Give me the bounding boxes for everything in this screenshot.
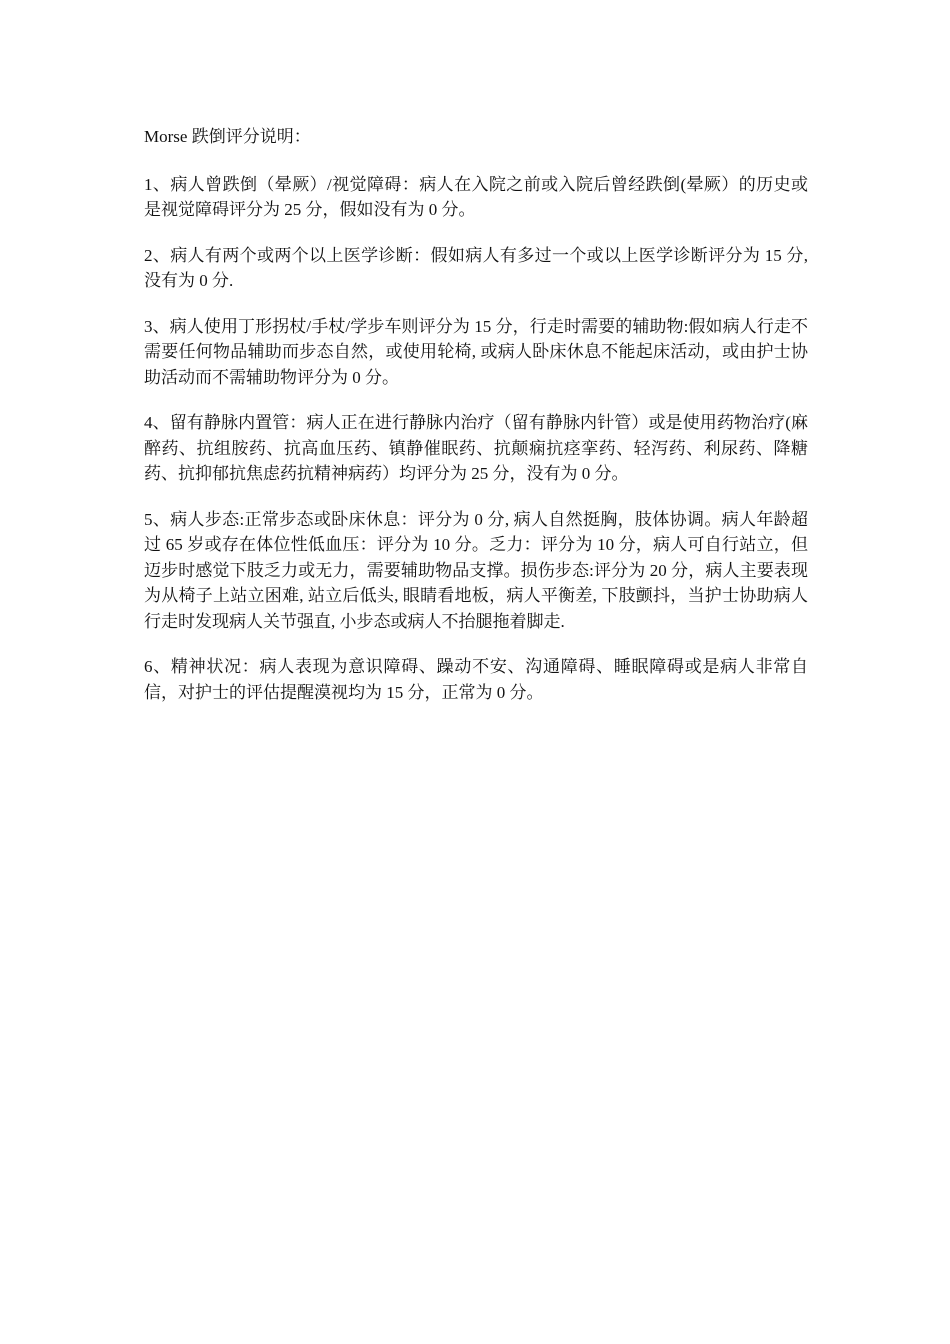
criterion-iv-therapy: 4、留有静脉内置管：病人正在进行静脉内治疗（留有静脉内针管）或是使用药物治疗(麻醉药、抗组胺药、抗高血压药、镇静催眠药、抗颠痫抗痉挛药、轻泻药、利尿药、降糖药、抗抑郁抗焦虑药抗精神病药）均评分为 25 分，没有为 0 分。 [144,413,808,483]
criterion-secondary-diagnosis: 2、病人有两个或两个以上医学诊断：假如病人有多过一个或以上医学诊断评分为 15 分, 没有为 0 分. [144,245,808,290]
criterion-mental-status: 6、精神状况：病人表现为意识障碍、躁动不安、沟通障碍、睡眠障碍或是病人非常自信，对护士的评估提醒漠视均为 15 分，正常为 0 分。 [144,657,808,702]
criterion-history-of-falling: 1、病人曾跌倒（晕厥）/视觉障碍：病人在入院之前或入院后曾经跌倒(晕厥）的历史或是视觉障碍评分为 25 分，假如没有为 0 分。 [144,174,808,219]
document-body [144,124,808,725]
document-title: Morse 跌倒评分说明： [144,127,311,146]
criterion-gait: 5、病人步态:正常步态或卧床休息：评分为 0 分, 病人自然挺胸，肢体协调。病人年龄超过 65 岁或存在体位性低血压：评分为 10 分。乏力：评分为 10 分，病人可自行站立，但迈步时感觉下肢乏力或无力，需要辅助物品支撑。损伤步态:评分为 20 分，病人主要表现为从椅子上站立困难, 站立后低头, 眼睛看地板，病人平衡差, 下肢颤抖，当护士协助病人行走时发现病人关节强直, 小步态或病人不抬腿拖着脚走. [144,509,808,631]
criterion-ambulatory-aid: 3、病人使用丁形拐杖/手杖/学步车则评分为 15 分，行走时需要的辅助物:假如病人行走不需要任何物品辅助而步态自然，或使用轮椅, 或病人卧床休息不能起床活动，或由护士协助活动而不需辅助物评分为 0 分。 [144,316,808,387]
